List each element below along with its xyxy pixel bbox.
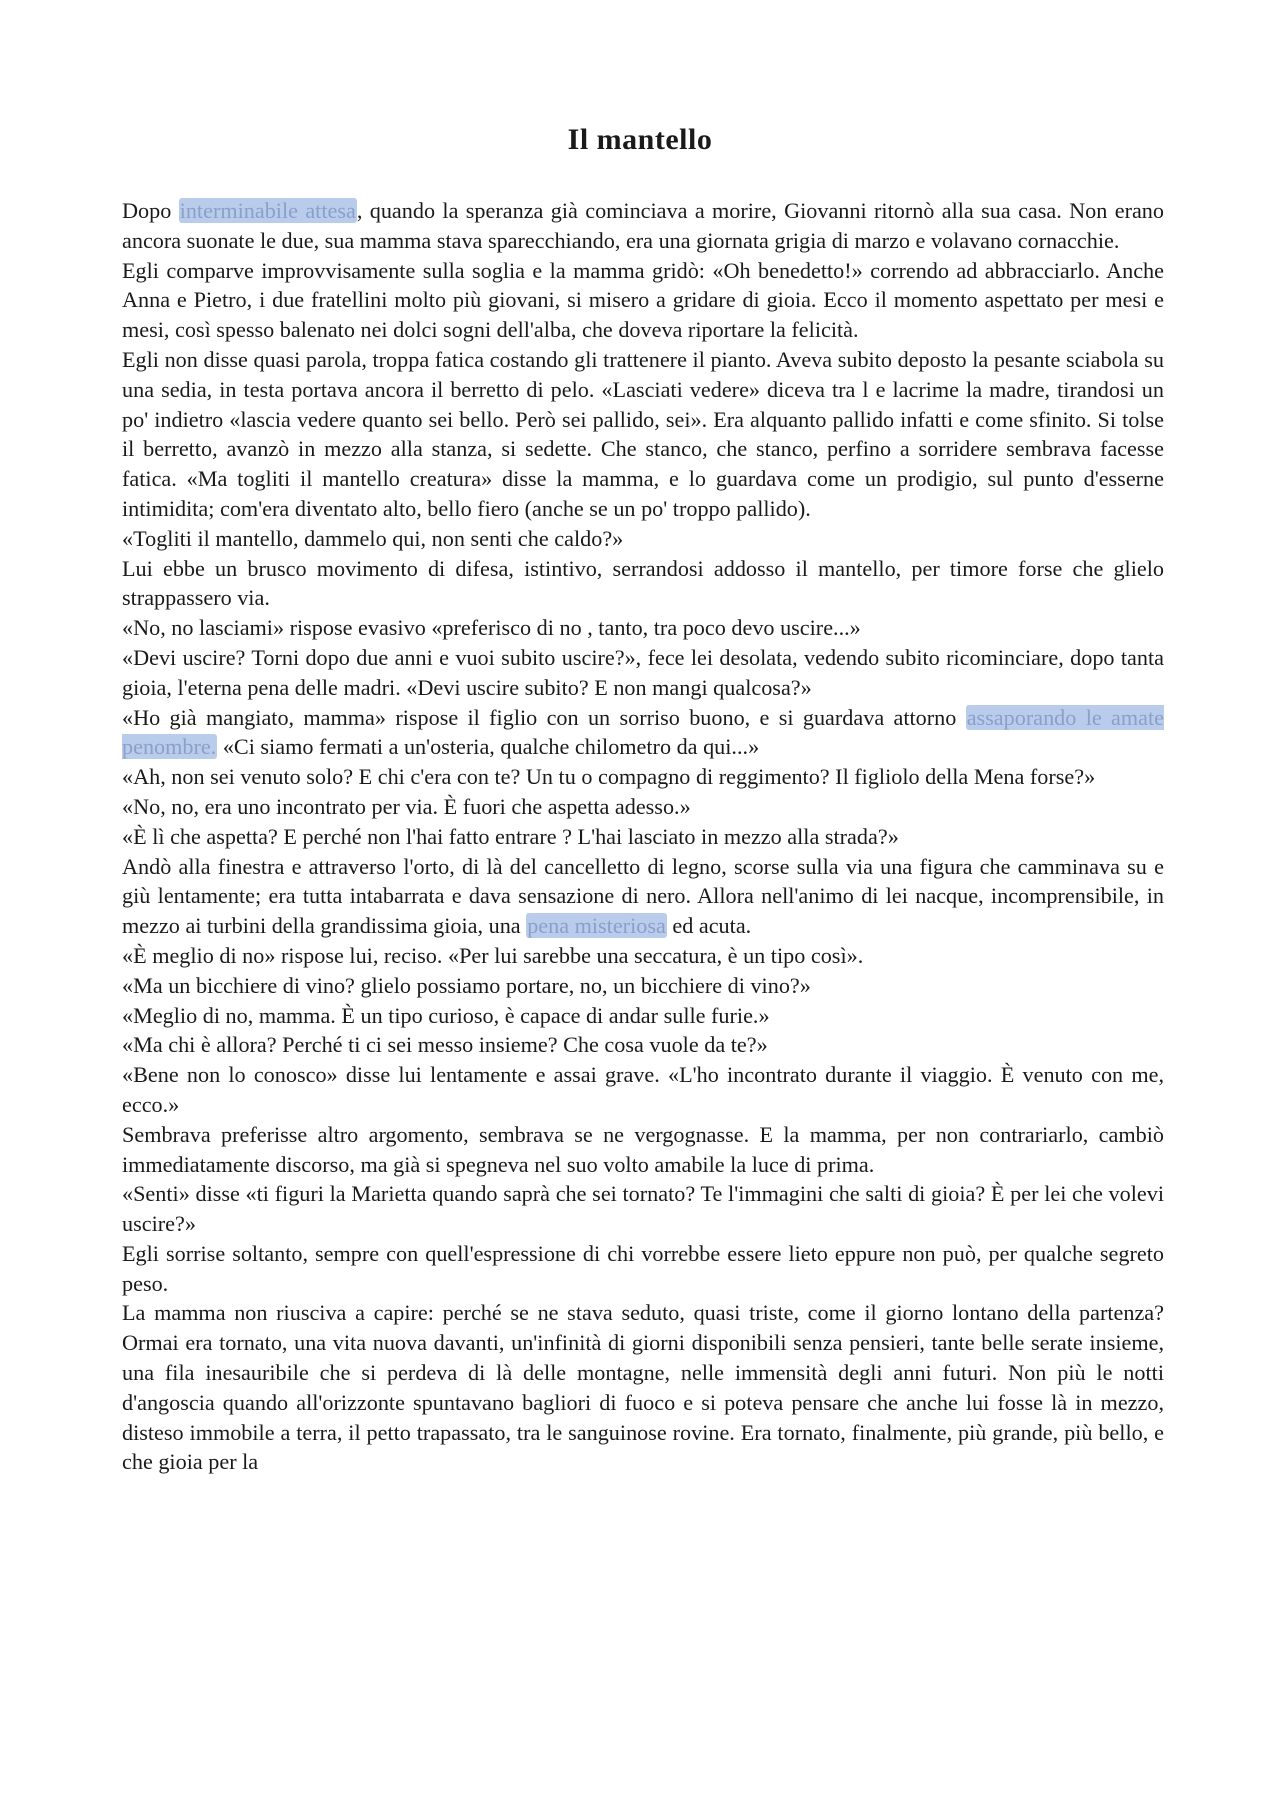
text-segment: «Devi uscire? Torni dopo due anni e vuoi subito uscire?», fece lei desolata, vedendo subito ricominciare, dopo tanta gioia, l'eterna pena delle madri. «Devi uscire subito? E non mangi qualcosa?»: [122, 644, 1164, 700]
paragraph: [122, 762, 1164, 792]
text-segment: «Togliti il mantello, dammelo qui, non senti che caldo?»: [122, 525, 624, 551]
text-segment: «Ma un bicchiere di vino? glielo possiamo portare, no, un bicchiere di vino?»: [122, 972, 811, 998]
paragraph: [122, 524, 1164, 554]
paragraph: [122, 554, 1164, 614]
text-segment: Egli sorrise soltanto, sempre con quell'espressione di chi vorrebbe essere lieto eppure non può, per qualche segreto peso.: [122, 1240, 1164, 1296]
paragraph: [122, 613, 1164, 643]
text-segment: , quando la speranza già cominciava a morire, Giovanni ritornò alla sua casa. Non erano ancora suonate le due, sua mamma stava sparecchiando, era una giornata grigia di marzo e volavano cornacchie.: [122, 198, 1164, 253]
text-segment: «Ho già mangiato, mamma» rispose il figlio con un sorriso buono, e si guardava attorno: [122, 704, 966, 730]
paragraph: [122, 1060, 1164, 1120]
text-segment: «No, no, era uno incontrato per via. È fuori che aspetta adesso.»: [122, 793, 691, 819]
paragraph: [122, 703, 1164, 763]
text-segment: «Ma chi è allora? Perché ti ci sei messo insieme? Che cosa vuole da te?»: [122, 1032, 768, 1058]
text-segment: «No, no lasciami» rispose evasivo «preferisco di no , tanto, tra poco devo uscire...»: [122, 615, 861, 641]
paragraph: [122, 822, 1164, 852]
highlighted-text: interminabile attesa: [179, 198, 356, 223]
text-segment: Lui ebbe un brusco movimento di difesa, istintivo, serrandosi addosso il mantello, per timore forse che glielo strappassero via.: [122, 555, 1164, 611]
highlighted-text: pena misteriosa: [527, 913, 666, 939]
page-title: Il mantello: [567, 123, 713, 156]
text-segment: Egli comparve improvvisamente sulla soglia e la mamma gridò: «Oh benedetto!» correndo ad abbracciarlo. Anche Anna e Pietro, i due fratellini molto più giovani, si misero a gridare di gioia. Ecco il momento aspettato per mesi e mesi, così spesso balenato nei dolci sogni dell'alba, che doveva riportare la felicità.: [122, 257, 1164, 343]
paragraph: [122, 852, 1164, 941]
paragraph: [122, 971, 1164, 1001]
paragraph: [122, 1001, 1164, 1031]
body-text: [122, 196, 1164, 1477]
paragraph: [122, 256, 1164, 345]
text-segment: Sembrava preferisse altro argomento, sembrava se ne vergognasse. E la mamma, per non contrariarlo, cambiò immediatamente discorso, ma già si spegneva nel suo volto amabile la luce di prima.: [122, 1121, 1164, 1177]
text-segment: La mamma non riusciva a capire: perché se ne stava seduto, quasi triste, come il giorno lontano della partenza? Ormai era tornato, una vita nuova davanti, un'infinità di giorni disponibili senza pensieri, tante belle serate insieme, una fila inesauribile che si perdeva di là delle montagne, nelle immensità degli anni futuri. Non più le notti d'angoscia quando all'orizzonte spuntavano bagliori di fuoco e si poteva pensare che anche lui fosse là in mezzo, disteso immobile a terra, il petto trapassato, tra le sanguinose rovine. Era tornato, finalmente, più grande, più bello, e che gioia per la: [122, 1300, 1164, 1475]
paragraph: [122, 196, 1164, 256]
text-segment: «È meglio di no» rispose lui, reciso. «Per lui sarebbe una seccatura, è un tipo così».: [122, 942, 864, 968]
text-segment: Egli non disse quasi parola, troppa fatica costando gli trattenere il pianto. Aveva subito deposto la pesante sciabola su una sedia, in testa portava ancora il berretto di pelo. «Lasciati vedere» diceva tra l e lacrime la madre, tirandosi un po' indietro «lascia vedere quanto sei bello. Però sei pallido, sei». Era alquanto pallido infatti e come sfinito. Si tolse il berretto, avanzò in mezzo alla stanza, si sedette. Che stanco, che stanco, perfino a sorridere sembrava facesse fatica. «Ma togliti il mantello creatura» disse la mamma, e lo guardava come un prodigio, sul punto d'esserne intimidita; com'era diventato alto, bello fiero (anche se un po' troppo pallido).: [122, 346, 1164, 521]
paragraph: [122, 792, 1164, 822]
paragraph: [122, 1179, 1164, 1239]
text-segment: Andò alla finestra e attraverso l'orto, di là del cancelletto di legno, scorse sulla via una figura che camminava su e giù lentamente; era tutta intabarrata e dava sensazione di nero. Allora nell'animo di lei nacque, incomprensibile, in mezzo ai turbini della grandissima gioia, una: [122, 853, 1164, 939]
text-segment: «Senti» disse «ti figuri la Marietta quando saprà che sei tornato? Te l'immagini che salti di gioia? È per lei che volevi uscire?»: [122, 1181, 1164, 1237]
paragraph: [122, 345, 1164, 524]
text-segment: «Ah, non sei venuto solo? E chi c'era con te? Un tu o compagno di reggimento? Il figliolo della Mena forse?»: [122, 764, 1096, 790]
paragraph: [122, 1239, 1164, 1299]
paragraph: [122, 1298, 1164, 1477]
paragraph: [122, 1030, 1164, 1060]
highlighted-text: assaporando le amate penombre.: [122, 704, 1165, 760]
paragraph: [122, 1120, 1164, 1180]
paragraph: [122, 941, 1164, 971]
text-segment: «Bene non lo conosco» disse lui lentamente e assai grave. «L'ho incontrato durante il viaggio. È venuto con me, ecco.»: [122, 1062, 1164, 1117]
text-segment: ed acuta.: [666, 913, 752, 939]
text-segment: «Meglio di no, mamma. È un tipo curioso, è capace di andar sulle furie.»: [122, 1002, 770, 1028]
text-segment: «Ci siamo fermati a un'osteria, qualche chilometro da qui...»: [217, 734, 760, 760]
text-segment: Dopo: [122, 198, 179, 223]
text-segment: «È lì che aspetta? E perché non l'hai fatto entrare ? L'hai lasciato in mezzo alla strada?»: [122, 823, 899, 849]
paragraph: [122, 643, 1164, 703]
